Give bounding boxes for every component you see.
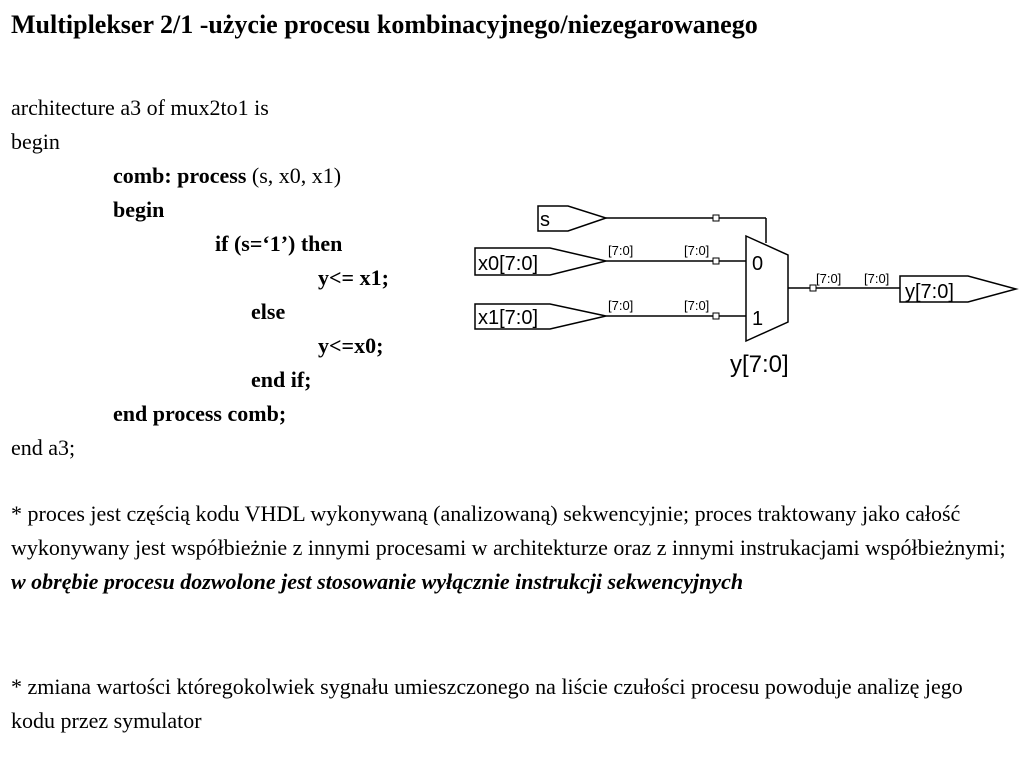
bus-label-x0-in: [7:0] [684, 243, 710, 258]
code-else-line: else [251, 299, 286, 324]
pin-s-marker [713, 215, 719, 221]
mux-input-1-label: 1 [752, 308, 764, 330]
bus-label-y-in: [7:0] [864, 271, 890, 286]
note-process-text: * proces jest częścią kodu VHDL wykonywaną (analizowaną) sekwencyjnie; proces traktowany jako całość wykonywany jest współbieżnie z innymi procesami w architekturze oraz z innymi instrukacjami współbieżnymi; [11, 501, 1006, 560]
code-process-begin-line: begin [113, 197, 165, 222]
note-process-sequential [11, 497, 1011, 599]
mux-input-0-label: 0 [752, 253, 764, 275]
input-x0-label: x0[7:0] [478, 253, 539, 275]
code-sensitivity-list: (s, x0, x1) [246, 163, 342, 188]
note-process-emphasis: w obrębie procesu dozwolone jest stosowanie wyłącznie instrukcji sekwencyjnych [11, 569, 744, 594]
page-title: Multiplekser 2/1 -użycie procesu kombinacyjnego/niezegarowanego [11, 10, 758, 39]
bus-label-x1-in: [7:0] [684, 298, 710, 313]
note-sensitivity-list: * zmiana wartości któregokolwiek sygnału umieszczonego na liście czułości procesu powoduje analizę jego kodu przez symulator [11, 674, 963, 733]
code-end-if-line: end if; [251, 367, 312, 392]
code-if-line: if (s=‘1’) then [215, 231, 343, 256]
code-end-architecture-line: end a3; [11, 435, 76, 460]
mux-instance-label: y[7:0] [730, 351, 789, 378]
code-assign-x1-line: y<= x1; [318, 265, 389, 290]
pin-x1-marker [713, 313, 719, 319]
input-s-label: s [540, 209, 550, 231]
input-x1-label: x1[7:0] [478, 307, 539, 329]
output-y-label: y[7:0] [905, 281, 954, 303]
code-end-process-line: end process comb; [113, 401, 287, 426]
bus-label-y-out: [7:0] [816, 271, 842, 286]
bus-label-x0-out: [7:0] [608, 243, 634, 258]
code-process-keyword: comb: process [113, 163, 247, 188]
code-begin-line: begin [11, 129, 60, 154]
code-architecture-line: architecture a3 of mux2to1 is [11, 95, 269, 120]
bus-label-x1-out: [7:0] [608, 298, 634, 313]
pin-x0-marker [713, 258, 719, 264]
code-assign-x0-line: y<=x0; [318, 333, 384, 358]
